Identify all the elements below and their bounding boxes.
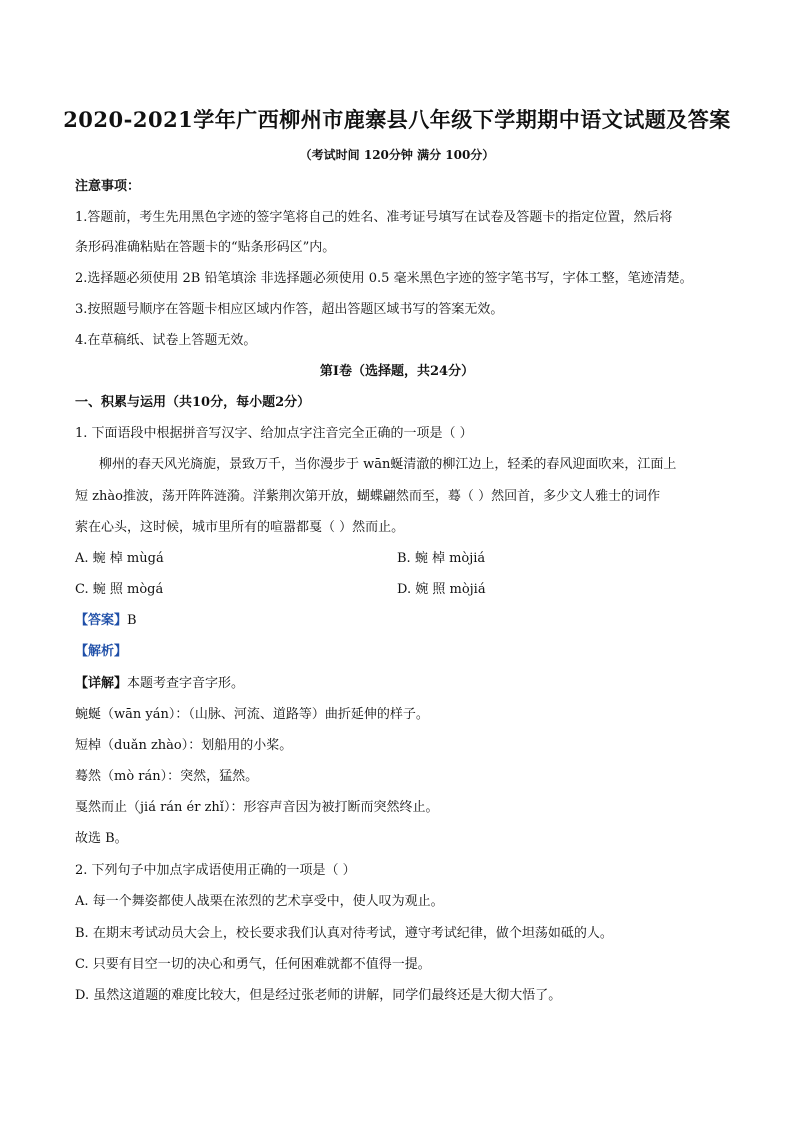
- explanation-line: 蓦然（mò rán）：突然，猛然。: [75, 769, 259, 784]
- q1-passage-line: 短 zhào推波，荡开阵阵涟漪。洋紫荆次第开放，蝴蝶翩然而至，蓦（ ）然回首，多少文人雅士的词作: [75, 489, 661, 504]
- q1-conclusion: 故选 B。: [75, 831, 128, 846]
- notice-item: 3.按照题号顺序在答题卡相应区域内作答，超出答题区域书写的答案无效。: [75, 302, 504, 317]
- explanation-line: 戛然而止（jiá rán ér zhǐ）：形容声音因为被打断而突然终止。: [75, 800, 439, 815]
- answer-tag: 【答案】: [75, 613, 128, 628]
- notice-heading: 注意事项：: [75, 179, 141, 194]
- q1-passage-line: 萦在心头，这时候，城市里所有的喧嚣都戛（ ）然而止。: [75, 520, 405, 535]
- analysis-tag: 【解析】: [75, 644, 128, 659]
- q2-option-b: B. 在期末考试动员大会上，校长要求我们认真对待考试，遵守考试纪律，做个坦荡如砥的人。: [75, 926, 613, 941]
- notice-item: 1.答题前，考生先用黑色字迹的签字笔将自己的姓名、准考证号填写在试卷及答题卡的指定位置，然后将: [75, 210, 673, 225]
- q1-passage-line: 柳州的春天风光旖旎，景致万千，当你漫步于 wān蜒清澈的柳江边上，轻柔的春风迎面吹来，江面上: [99, 457, 677, 472]
- notice-item: 4.在草稿纸、试卷上答题无效。: [75, 333, 257, 348]
- q1-option-b: B. 蜿 棹 mòjiá: [397, 551, 486, 566]
- q1-option-c: C. 蜿 照 mògá: [75, 582, 164, 597]
- q2-option-a: A. 每一个舞姿都使人战栗在浓烈的艺术享受中，使人叹为观止。: [75, 894, 444, 909]
- answer-value: B: [127, 613, 137, 628]
- exam-info: （考试时间 120分钟 满分 100分）: [299, 148, 495, 162]
- detail-tag: 【详解】: [75, 676, 128, 691]
- q2-option-c: C. 只要有目空一切的决心和勇气，任何困难就都不值得一提。: [75, 957, 431, 972]
- q1-detail: [75, 675, 244, 693]
- q1-analysis-tag: [75, 643, 127, 661]
- section-heading: 一、积累与运用（共10分，每小题2分）: [75, 395, 311, 410]
- q1-stem: 1. 下面语段中根据拼音写汉字、给加点字注音完全正确的一项是（ ）: [75, 426, 473, 441]
- explanation-line: 短棹（duǎn zhào）：划船用的小桨。: [75, 738, 293, 753]
- page-title: 2020-2021学年广西柳州市鹿寨县八年级下学期期中语文试题及答案: [63, 107, 731, 132]
- q1-answer: [75, 612, 137, 630]
- q2-option-d: D. 虽然这道题的难度比较大，但是经过张老师的讲解，同学们最终还是大彻大悟了。: [75, 988, 562, 1003]
- detail-intro: 本题考查字音字形。: [127, 676, 245, 691]
- part-heading: 第Ⅰ卷（选择题，共24分）: [319, 364, 475, 379]
- q1-option-d: D. 婉 照 mòjiá: [397, 582, 486, 597]
- notice-item: 条形码准确粘贴在答题卡的“贴条形码区”内。: [75, 240, 336, 255]
- notice-item: 2.选择题必须使用 2B 铅笔填涂 非选择题必须使用 0.5 毫米黑色字迹的签字笔书写，字体工整，笔迹清楚。: [75, 271, 693, 286]
- q2-stem: 2. 下列句子中加点字成语使用正确的一项是（ ）: [75, 863, 356, 878]
- explanation-line: 蜿蜒（wān yán）：（山脉、河流、道路等）曲折延伸的样子。: [75, 707, 429, 722]
- q1-option-a: A. 蜿 棹 mùgá: [75, 551, 164, 566]
